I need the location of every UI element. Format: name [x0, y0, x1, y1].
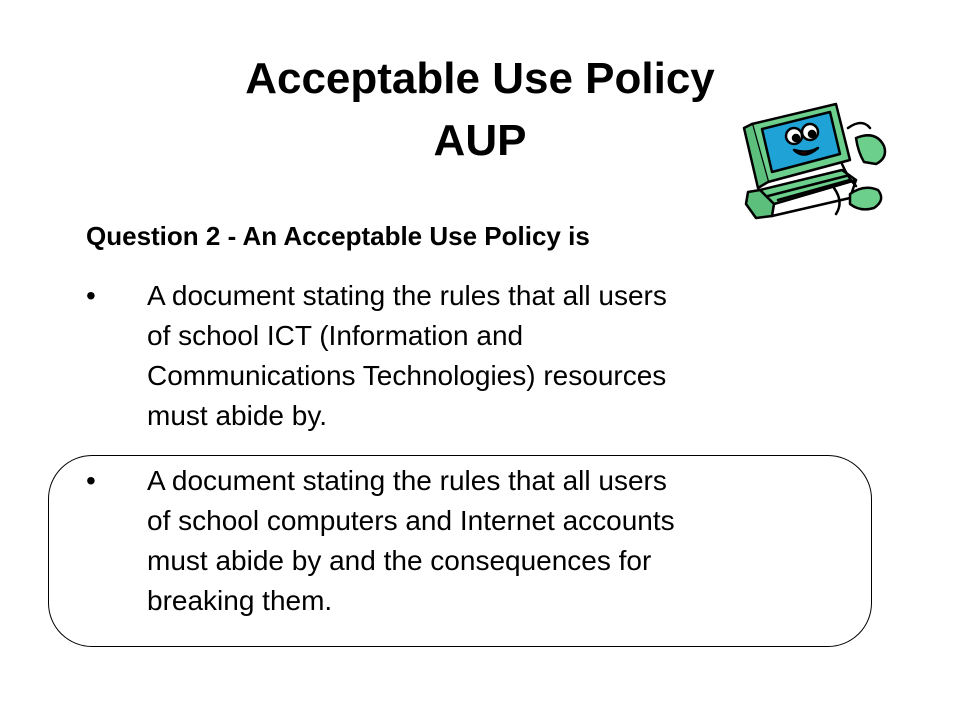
option-a-line: of school ICT (Information and [147, 320, 524, 351]
option-a-line: A document stating the rules that all users [147, 280, 667, 311]
option-a-text [147, 276, 867, 436]
option-a-line: Communications Technologies) resources [147, 360, 667, 391]
slide-title-line-2: AUP [433, 116, 527, 165]
question-text: Question 2 - An Acceptable Use Policy is [86, 221, 590, 251]
option-b-line: breaking them. [147, 585, 333, 616]
option-a [86, 276, 856, 436]
option-b-line: of school computers and Internet accounts [147, 505, 675, 536]
option-b [86, 461, 856, 621]
option-b-line: must abide by and the consequences for [147, 545, 652, 576]
option-b-text [147, 461, 867, 621]
slide-title-line-1: Acceptable Use Policy [245, 54, 715, 103]
bullet-icon: • [86, 465, 96, 496]
option-a-line: must abide by. [147, 400, 328, 431]
bullet-icon: • [86, 280, 96, 311]
option-b-line: A document stating the rules that all users [147, 465, 667, 496]
cartoon-computer-icon [738, 98, 890, 224]
